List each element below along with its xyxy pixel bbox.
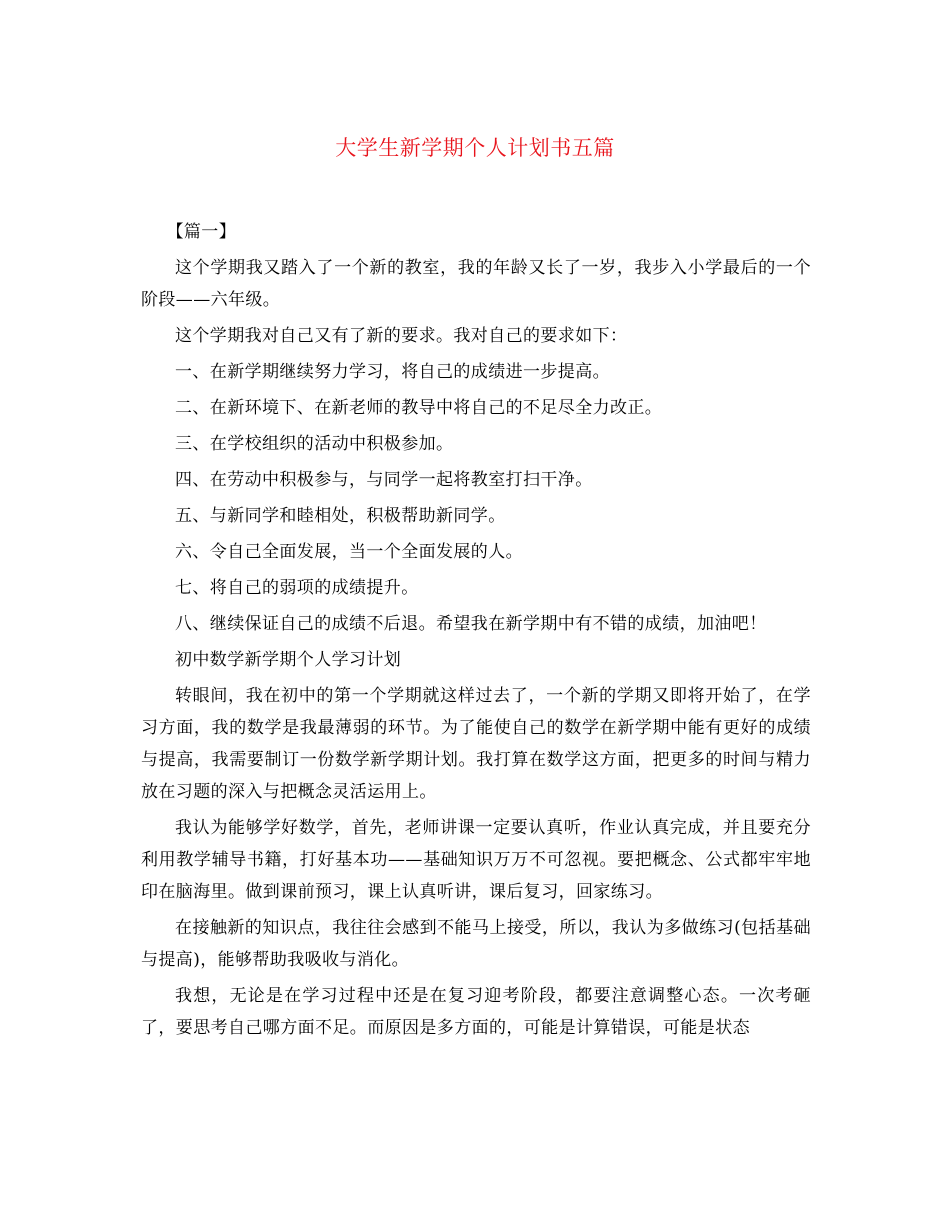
paragraph: 在接触新的知识点，我往往会感到不能马上接受，所以，我认为多做练习(包括基础与提高)，能够帮助我吸收与消化。 <box>141 918 811 970</box>
document-title: 大学生新学期个人计划书五篇 <box>335 136 615 160</box>
list-item: 三、在学校组织的活动中积极参加。 <box>175 434 454 454</box>
list-item: 一、在新学期继续努力学习，将自己的成绩进一步提高。 <box>175 362 610 382</box>
paragraph: 我认为能够学好数学，首先，老师讲课一定要认真听，作业认真完成，并且要充分利用教学辅导书籍，打好基本功——基础知识万万不可忽视。要把概念、公式都牢牢地印在脑海里。做到课前预习，课上认真听讲，课后复习，回家练习。 <box>141 818 811 902</box>
document-body <box>141 216 811 1048</box>
list-item: 四、在劳动中积极参与，与同学一起将教室打扫干净。 <box>175 470 593 490</box>
list-item: 六、令自己全面发展，当一个全面发展的人。 <box>175 542 523 562</box>
section-heading: 【篇一】 <box>166 222 237 242</box>
list-item: 七、将自己的弱项的成绩提升。 <box>175 578 419 598</box>
paragraph: 这个学期我对自己又有了新的要求。我对自己的要求如下： <box>175 326 628 346</box>
paragraph: 这个学期我又踏入了一个新的教室，我的年龄又长了一岁，我步入小学最后的一个阶段——六年级。 <box>141 258 811 310</box>
subheading: 初中数学新学期个人学习计划 <box>175 650 402 670</box>
paragraph: 转眼间，我在初中的第一个学期就这样过去了，一个新的学期又即将开始了，在学习方面，我的数学是我最薄弱的环节。为了能使自己的数学在新学期中能有更好的成绩与提高，我需要制订一份数学新学期计划。我打算在数学这方面，把更多的时间与精力放在习题的深入与把概念灵活运用上。 <box>141 686 811 802</box>
list-item: 五、与新同学和睦相处，积极帮助新同学。 <box>175 506 506 526</box>
paragraph: 我想，无论是在学习过程中还是在复习迎考阶段，都要注意调整心态。一次考砸了，要思考自己哪方面不足。而原因是多方面的，可能是计算错误，可能是状态 <box>141 986 811 1038</box>
list-item: 二、在新环境下、在新老师的教导中将自己的不足尽全力改正。 <box>175 398 663 418</box>
list-item: 八、继续保证自己的成绩不后退。希望我在新学期中有不错的成绩，加油吧！ <box>175 614 767 634</box>
